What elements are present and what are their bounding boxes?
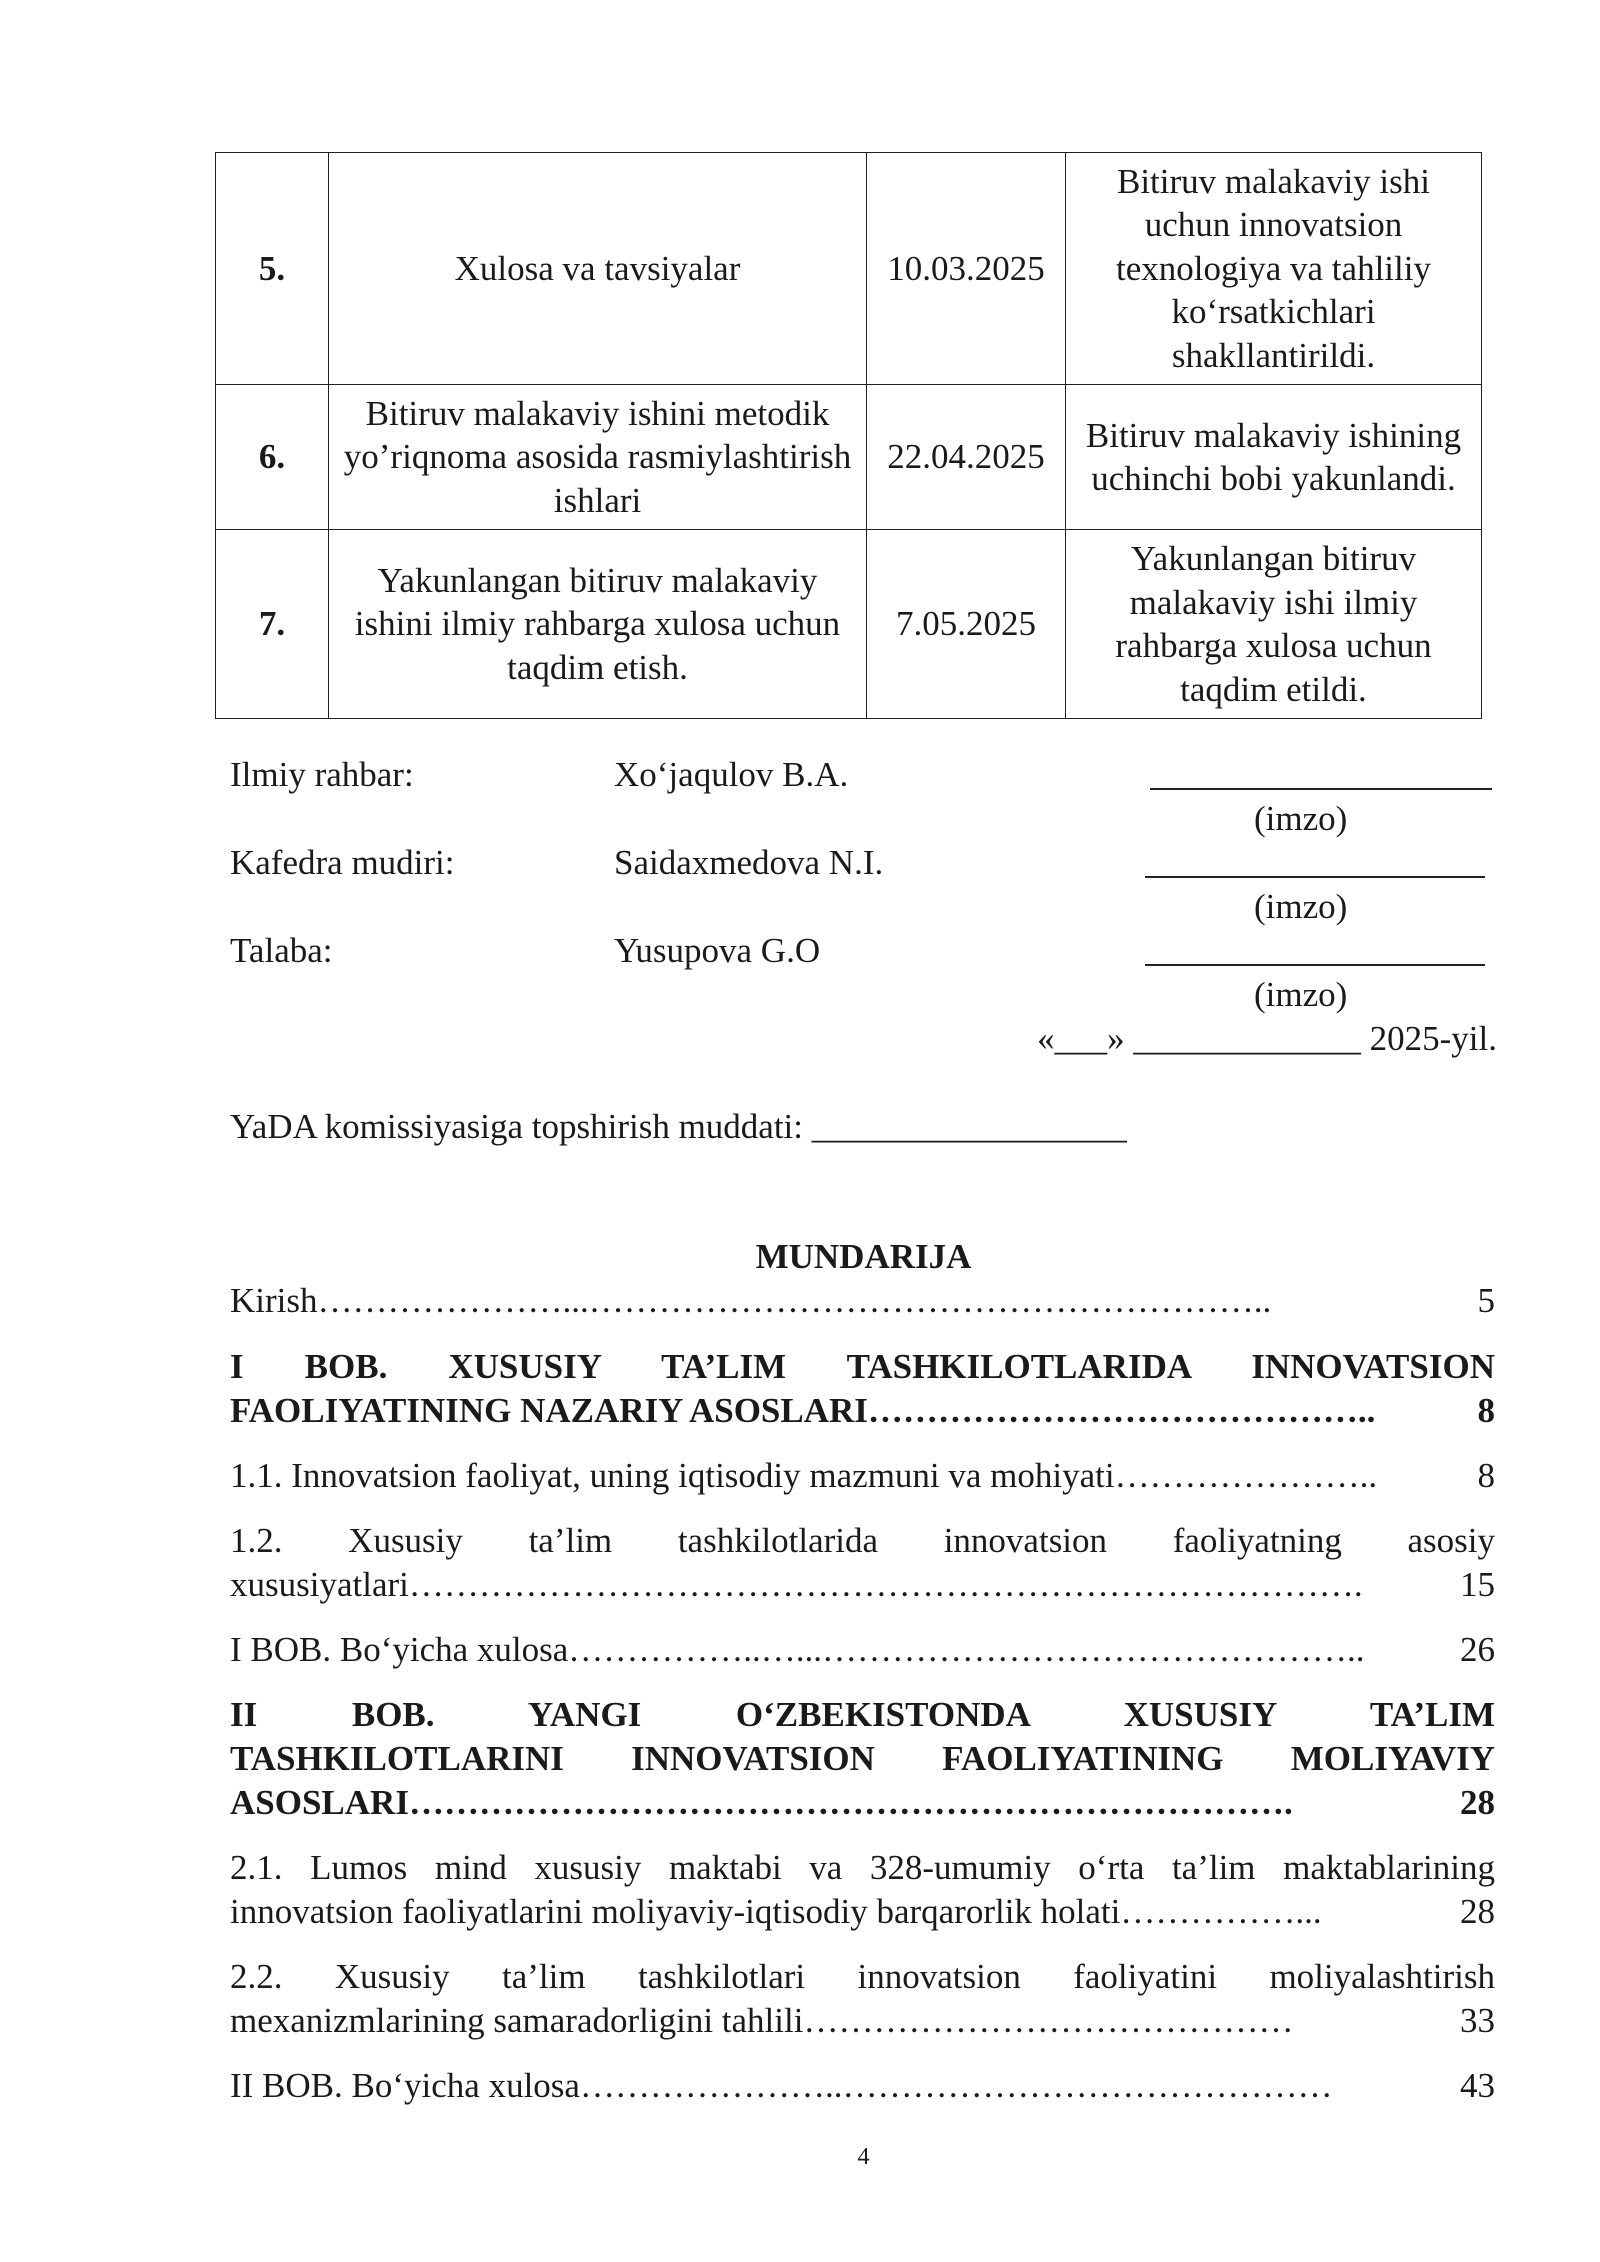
toc-entry-text: II BOB. Bo‘yicha xulosa…………………..……………………………………: [230, 2066, 1333, 2105]
toc-title: MUNDARIJA: [755, 1237, 972, 1276]
toc-page-number: 8: [1477, 1391, 1495, 1430]
toc-entry-text: Kirish…………………...…………………………………………………..: [230, 1281, 1272, 1320]
toc-entry-text: FAOLIYATINING NAZARIY ASOSLARI……………………………………..: [230, 1391, 1376, 1430]
toc-page-number: 26: [1460, 1630, 1495, 1669]
toc-entry-text: 2.1. Lumos mind xususiy maktabi va 328-umumiy o‘rta ta’lim maktablarining: [230, 1848, 1495, 1887]
toc-entry: [230, 1955, 1495, 2043]
date-cell: 10.03.2025: [867, 153, 1066, 385]
toc-page-number: 5: [1477, 1281, 1495, 1320]
toc-entry: [230, 1519, 1495, 1607]
table-row: [216, 385, 1482, 530]
toc-entry-text: I BOB. XUSUSIY TA’LIM TASHKILOTLARIDA INNOVATSION: [230, 1347, 1495, 1386]
signature-label: Talaba:: [230, 931, 333, 970]
date-cell: 22.04.2025: [867, 385, 1066, 530]
toc-chapter: [230, 1345, 1495, 1433]
toc-entry-text: mexanizmlarining samaradorligini tahlili……………………………………: [230, 2001, 1294, 2040]
table-row: [216, 530, 1482, 719]
signature-name: Xo‘jaqulov B.A.: [614, 755, 849, 794]
signature-line: [1145, 964, 1485, 966]
result-cell: Bitiruv malakaviy ishining uchinchi bobi yakunlandi.: [1066, 385, 1482, 530]
signature-caption: (imzo): [1254, 887, 1348, 926]
table-row: [216, 153, 1482, 385]
toc-entry-text: 2.2. Xususiy ta’lim tashkilotlari innovatsion faoliyatini moliyalashtirish: [230, 1957, 1495, 1996]
date-cell: 7.05.2025: [867, 530, 1066, 719]
toc-entry-text: innovatsion faoliyatlarini moliyaviy-iqtisodiy barqarorlik holati……………...: [230, 1892, 1322, 1931]
signature-caption: (imzo): [1254, 975, 1348, 1014]
toc-page-number: 33: [1460, 2001, 1495, 2040]
toc-entry: [230, 1279, 1495, 1323]
signature-label: Kafedra mudiri:: [230, 843, 455, 882]
row-number: 6.: [216, 385, 329, 530]
signature-line: [1150, 788, 1492, 790]
toc-entry-text: ASOSLARI………………………………………………………………….: [230, 1783, 1293, 1822]
row-number: 5.: [216, 153, 329, 385]
toc-entry: [230, 1628, 1495, 1672]
toc-page-number: 43: [1460, 2066, 1495, 2105]
signature-label: Ilmiy rahbar:: [230, 755, 414, 794]
plan-table: [215, 152, 1482, 719]
toc-entry-text: 1.1. Innovatsion faoliyat, uning iqtisodiy mazmuni va mohiyati…………………..: [230, 1456, 1378, 1495]
toc-entry-text: II BOB. YANGI O‘ZBEKISTONDA XUSUSIY TA’LIM: [230, 1695, 1495, 1734]
toc-entry: [230, 2064, 1495, 2108]
signature-name: Yusupova G.O: [614, 931, 821, 970]
signature-name: Saidaxmedova N.I.: [614, 843, 884, 882]
task-cell: Yakunlangan bitiruv malakaviy ishini ilmiy rahbarga xulosa uchun taqdim etish.: [329, 530, 867, 719]
toc-entry: [230, 1846, 1495, 1934]
submission-deadline: YaDA komissiyasiga topshirish muddati: __________________: [230, 1107, 1127, 1146]
date-line: «___» _____________ 2025-yil.: [1037, 1019, 1497, 1058]
toc-entry-text: I BOB. Bo‘yicha xulosa……………..…...………………………………………..: [230, 1630, 1365, 1669]
row-number: 7.: [216, 530, 329, 719]
signature-line: [1145, 876, 1485, 878]
toc-entry-text: TASHKILOTLARINI INNOVATSION FAOLIYATINING MOLIYAVIY: [230, 1739, 1495, 1778]
toc-page-number: 8: [1477, 1456, 1495, 1495]
toc-entry: [230, 1454, 1495, 1498]
toc-entry-text: 1.2. Xususiy ta’lim tashkilotlarida innovatsion faoliyatning asosiy: [230, 1521, 1495, 1560]
toc-page-number: 28: [1460, 1892, 1495, 1931]
task-cell: Bitiruv malakaviy ishini metodik yo’riqnoma asosida rasmiylashtirish ishlari: [329, 385, 867, 530]
result-cell: Yakunlangan bitiruv malakaviy ishi ilmiy rahbarga xulosa uchun taqdim etildi.: [1066, 530, 1482, 719]
task-cell: Xulosa va tavsiyalar: [329, 153, 867, 385]
result-cell: Bitiruv malakaviy ishi uchun innovatsion texnologiya va tahliliy ko‘rsatkichlari shakllantirildi.: [1066, 153, 1482, 385]
toc-chapter: [230, 1693, 1495, 1825]
toc-page-number: 28: [1460, 1783, 1495, 1822]
toc-entry-text: xususiyatlari……………………………………………………………………….: [230, 1565, 1363, 1604]
toc-page-number: 15: [1460, 1565, 1495, 1604]
page-number: 4: [857, 2144, 870, 2170]
signature-caption: (imzo): [1254, 799, 1348, 838]
